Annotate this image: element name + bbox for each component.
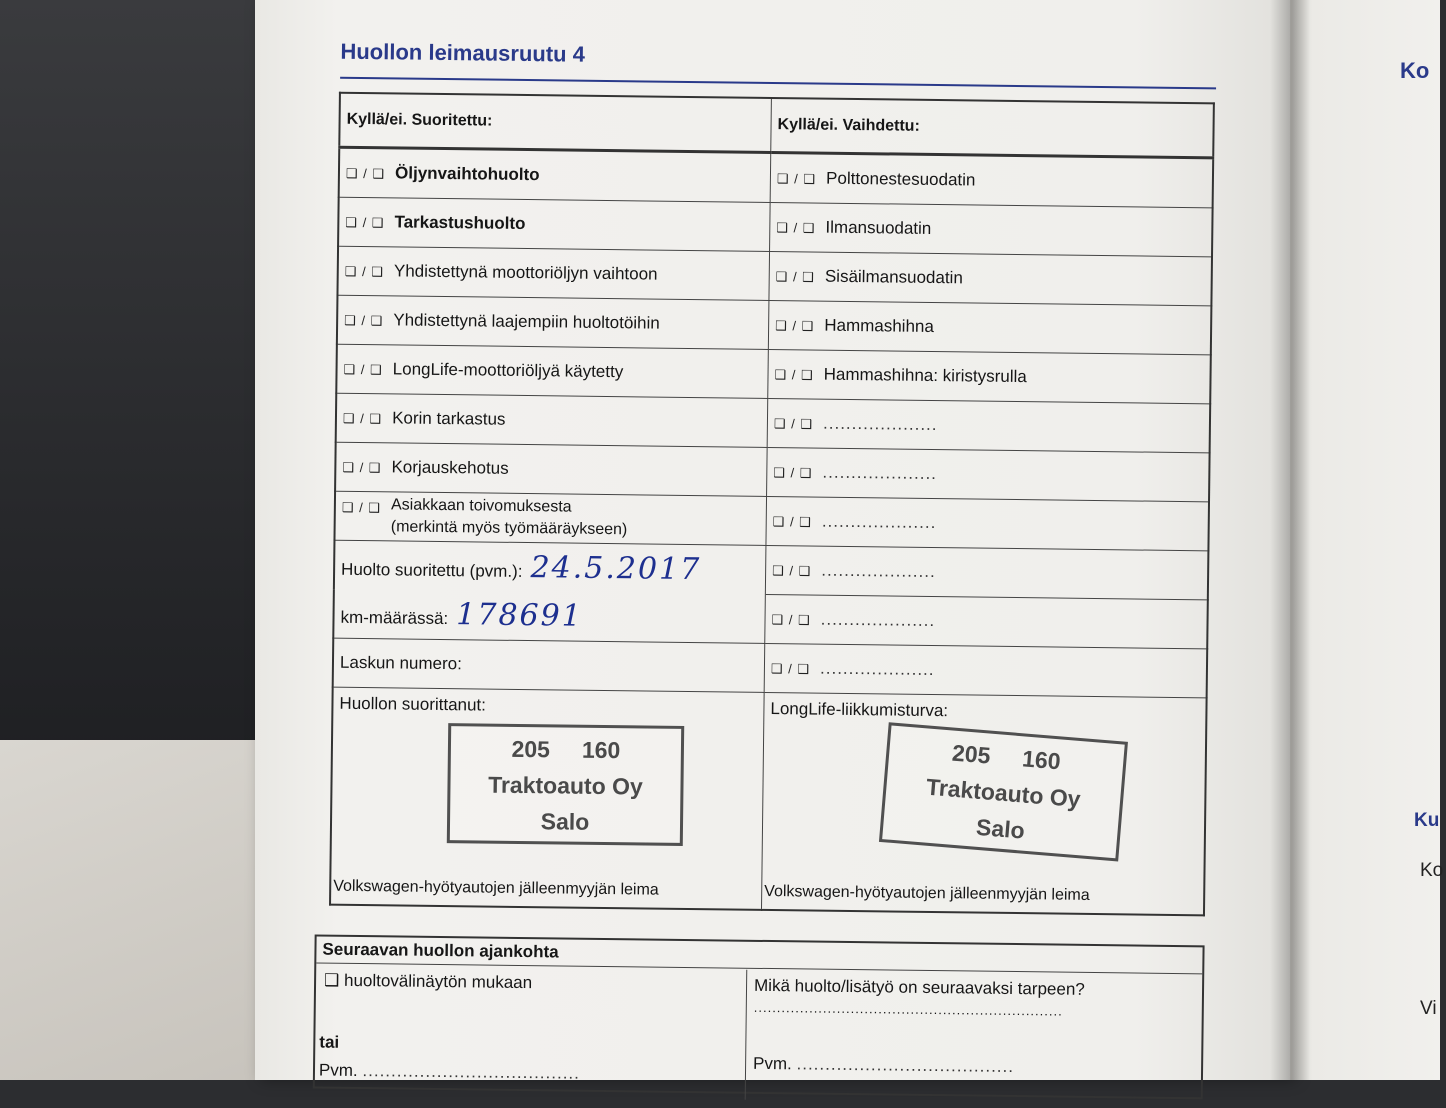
dealer-stamp: [447, 723, 684, 846]
checkbox-pair[interactable]: ❑ / ❑: [773, 465, 813, 481]
blank-line: ....................: [821, 560, 936, 582]
right-page-title: Ko: [1400, 58, 1430, 83]
wish-label: [391, 494, 628, 541]
checkbox-pair[interactable]: ❑ / ❑: [771, 612, 811, 628]
stamp-city: Salo: [540, 808, 590, 835]
stamp-name: Traktoauto Oy: [488, 771, 643, 800]
row-label: Sisäilmansuodatin: [824, 266, 963, 288]
longlife-label: LongLife-liikkumisturva:: [770, 699, 949, 721]
blank-line: ....................: [820, 609, 936, 631]
row-label: Polttonestesuodatin: [825, 168, 976, 190]
next-work-line[interactable]: ...................................................................: [753, 999, 1063, 1019]
right-page-subtitle: Ku: [1414, 810, 1440, 831]
checkbox-pair[interactable]: ❑ / ❑: [342, 459, 382, 476]
row-label: Öljynvaihtohuolto: [395, 163, 540, 185]
service-date-value[interactable]: 24.5.2017: [530, 549, 702, 587]
table-row: [330, 687, 1207, 915]
stamp-name: Traktoauto Oy: [925, 773, 1082, 813]
checkbox-pair[interactable]: ❑ / ❑: [776, 171, 817, 187]
next-date-right: [753, 1054, 1014, 1077]
blank-line: ....................: [822, 413, 938, 435]
row-label: Hammashihna: [824, 315, 935, 336]
wish-line-2: (merkintä myös työmääräykseen): [390, 518, 628, 539]
row-label: Hammashihna: kiristysrulla: [823, 364, 1027, 387]
done-by-label: Huollon suorittanut:: [339, 693, 487, 715]
checkbox-pair[interactable]: ❑ / ❑: [775, 318, 815, 334]
checkbox-pair[interactable]: ❑ / ❑: [774, 367, 814, 383]
date-dots[interactable]: ......................................: [796, 1054, 1015, 1077]
checkbox-pair[interactable]: ❑ / ❑: [772, 514, 812, 530]
next-service-right: [747, 970, 1203, 1106]
row-label: Yhdistettynä laajempiin huoltotöihin: [393, 310, 660, 333]
checkbox-pair[interactable]: ❑ / ❑: [342, 410, 383, 427]
row-label: Yhdistettynä moottoriöljyn vaihtoon: [393, 261, 658, 284]
checkbox-pair[interactable]: ❑ / ❑: [344, 263, 385, 280]
title-rule: [340, 77, 1216, 90]
blank-line: ....................: [821, 511, 937, 533]
form-title: Huollon leimausruutu 4: [340, 38, 586, 67]
date-label: Pvm.: [753, 1053, 792, 1074]
blank-line: ....................: [822, 462, 938, 484]
checkbox-pair[interactable]: ❑ / ❑: [773, 416, 814, 432]
service-done-by-cell: [330, 687, 764, 910]
row-label: Korjauskehotus: [391, 457, 509, 478]
checkbox-pair[interactable]: ❑ / ❑: [343, 361, 383, 378]
checkbox-pair[interactable]: ❑ / ❑: [345, 165, 386, 182]
row-label: Ilmansuodatin: [825, 217, 932, 238]
stamp-city: Salo: [975, 813, 1026, 844]
checkbox-pair[interactable]: ❑ / ❑: [345, 214, 385, 231]
checkbox-pair[interactable]: ❑ / ❑: [776, 220, 816, 236]
invoice-label: Laskun numero:: [339, 652, 462, 674]
km-label: km-määrässä:: [340, 608, 449, 629]
right-page-fragment-2: Vi: [1420, 998, 1437, 1019]
checkbox-pair[interactable]: ❑ / ❑: [770, 661, 811, 677]
checkbox-pair[interactable]: ❑ / ❑: [772, 563, 812, 579]
date-label: Pvm.: [318, 1060, 358, 1081]
next-service-header: Seuraavan huollon ajankohta: [316, 936, 1202, 974]
stamp-number-2: 160: [1021, 745, 1062, 775]
or-label: tai: [319, 1032, 340, 1052]
next-service-box: [313, 934, 1205, 1099]
stamp-number-1: 205: [951, 739, 992, 769]
stamp-number-1: 205: [511, 735, 551, 763]
service-date-label: Huolto suoritettu (pvm.):: [341, 559, 523, 581]
wish-line-1: Asiakkaan toivomuksesta: [390, 496, 572, 516]
next-work-question: Mikä huolto/lisätyö on seuraavaksi tarpeen?: [753, 975, 1085, 999]
dealer-stamp-label-right: Volkswagen-hyötyautojen jälleenmyyjän leima: [764, 882, 1090, 904]
row-label: Tarkastushuolto: [394, 212, 526, 233]
service-stamp-table: [329, 92, 1215, 917]
right-page-fragment: Ko: [1420, 860, 1444, 881]
km-value[interactable]: 178691: [456, 597, 583, 634]
checkbox-pair[interactable]: ❑ / ❑: [775, 269, 815, 285]
longlife-stamp: [879, 722, 1128, 861]
date-dots[interactable]: ......................................: [362, 1061, 581, 1083]
longlife-cell: [761, 692, 1206, 915]
service-interval-option[interactable]: ❑ huoltovälinäytön mukaan: [323, 970, 533, 993]
blank-line: ....................: [819, 658, 935, 680]
checkbox-pair[interactable]: ❑ / ❑: [344, 312, 384, 329]
row-label: Korin tarkastus: [392, 408, 506, 429]
row-label: LongLife-moottoriöljyä käytetty: [392, 359, 624, 382]
checkbox-pair[interactable]: ❑ / ❑: [341, 499, 382, 516]
next-date-left: [319, 1061, 580, 1084]
next-service-left: [315, 964, 748, 1099]
stamp-number-2: 160: [581, 736, 621, 764]
left-header: Kyllä/ei. Suoritettu:: [339, 93, 771, 153]
right-header: Kyllä/ei. Vaihdettu:: [771, 98, 1214, 158]
dealer-stamp-label: Volkswagen-hyötyautojen jälleenmyyjän leima: [333, 877, 659, 899]
